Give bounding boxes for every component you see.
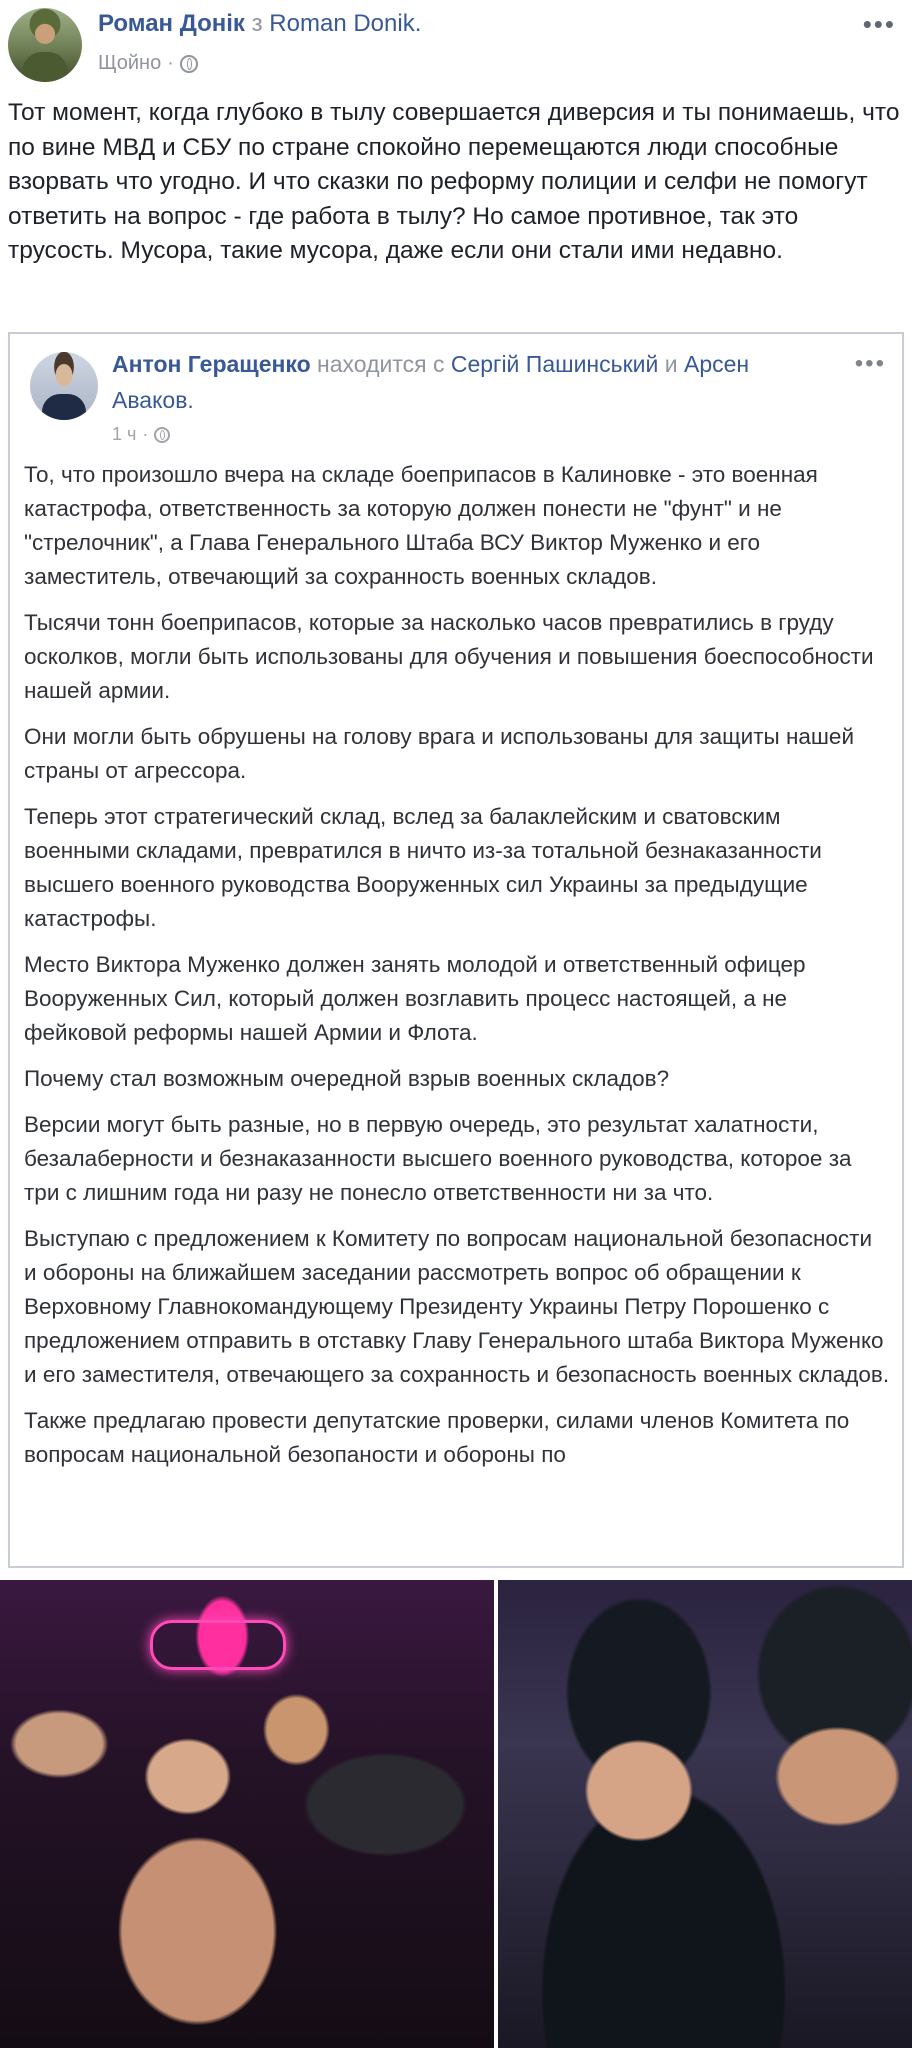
shared-post[interactable] <box>8 332 904 1568</box>
tagged-person-link[interactable]: Сергій Пашинський <box>450 351 659 377</box>
police-officers-photo[interactable] <box>498 1580 912 2048</box>
shared-more-options-icon[interactable]: ••• <box>854 350 886 377</box>
author-line <box>98 10 421 38</box>
shared-paragraph: Версии могут быть разные, но в первую очередь, это результат халатности, безалаберности и безнаказанности высшего военного руководства, которое за три с лишним года ни разу не понесло ответственности ни за что. <box>24 1112 852 1205</box>
shared-paragraph: Почему стал возможным очередной взрыв военных складов? <box>24 1066 670 1091</box>
tagged-person-link[interactable]: Арсен Аваков. <box>112 351 750 413</box>
shared-paragraph: Также предлагаю провести депутатские проверки, силами членов Комитета по вопросам национальной безопаности и обороны по <box>24 1408 850 1467</box>
and-label: и <box>664 351 678 377</box>
meta-separator: · <box>142 424 149 444</box>
post-meta <box>98 52 198 75</box>
shared-post-timestamp[interactable]: 1 ч <box>112 424 137 444</box>
shared-paragraph: Тысячи тонн боеприпасов, которые за насколько часов превратились в груду осколков, могли быть использованы для обучения и повышения боеспособности нашей армии. <box>24 610 874 703</box>
shared-paragraph: Выступаю с предложением к Комитету по вопросам национальной безопасности и обороны на ближайшем заседании рассмотреть вопрос об обращении к Верховному Главнокомандующему Президенту Украины Петру Порошенко с предложением отправить в отставку Главу Генерального штаба Виктора Муженко и его заместителя, отвечающего за сохранность и безопасность военных складов. <box>24 1226 890 1387</box>
with-label: находится с <box>317 351 445 377</box>
shared-author-avatar[interactable] <box>30 352 98 420</box>
post-timestamp[interactable]: Щойно <box>98 52 162 74</box>
shared-paragraph: Теперь этот стратегический склад, вслед за балаклейским и сватовским военными складами, превратился в ничто из-за тотальной безнаказанности высшего военного руководства Вооруженных сил Украины за предыдущие катастрофы. <box>24 804 822 931</box>
shared-paragraph: То, что произошло вчера на складе боеприпасов в Калиновке - это военная катастрофа, ответственность за которую должен понести не "фунт" и не "стрелочник", а Глава Генерального Штаба ВСУ Виктор Муженко и его заместитель, отвечающий за сохранность военных складов. <box>24 462 818 589</box>
post-header <box>0 0 912 90</box>
post-text: Тот момент, когда глубоко в тылу совершается диверсия и ты понимаешь, что по вине МВД и СБУ по стране спокойно перемещаются люди способные взорвать что угодно. И что сказки по реформу полиции и селфи не помогут ответить на вопрос - где работа в тылу? Но самое противное, так это трусость. Мусора, такие мусора, даже если они стали ими недавно. <box>8 99 900 264</box>
photo-collage[interactable] <box>0 1580 912 2048</box>
shared-post-meta <box>112 424 170 445</box>
globe-icon[interactable] <box>180 55 198 73</box>
more-options-icon[interactable]: ••• <box>862 9 896 39</box>
nightclub-photo[interactable] <box>0 1580 494 2048</box>
via-label: з <box>251 10 263 37</box>
shared-paragraph: Место Виктора Муженко должен занять молодой и ответственный офицер Вооруженных Сил, который должен возглавить процесс настоящей, а не фейковой реформы нашей Армии и Флота. <box>24 952 806 1045</box>
shared-post-body <box>24 458 890 1484</box>
author-avatar[interactable] <box>8 8 82 82</box>
shared-paragraph: Они могли быть обрушены на голову врага и использованы для защиты нашей страны от агрессора. <box>24 724 855 783</box>
shared-author-line <box>112 346 832 418</box>
meta-separator: · <box>167 52 174 74</box>
globe-icon[interactable] <box>154 427 170 443</box>
shared-author-name-link[interactable]: Антон Геращенко <box>112 351 311 377</box>
page-name-link[interactable]: Roman Donik. <box>269 10 422 37</box>
author-name-link[interactable]: Роман Донік <box>98 10 245 37</box>
